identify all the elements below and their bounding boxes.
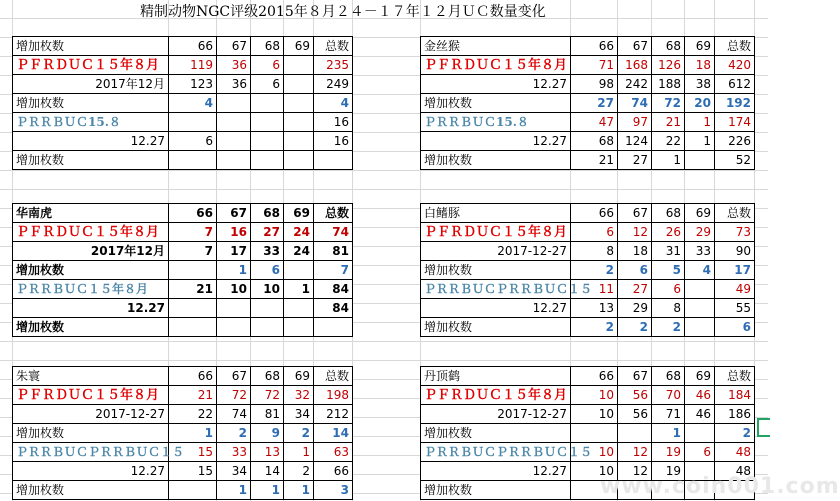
table-row — [13, 424, 353, 443]
value-cell[interactable]: 63 — [314, 443, 353, 462]
value-cell[interactable]: 12 — [618, 223, 652, 242]
value-cell[interactable]: 174 — [715, 113, 755, 132]
value-cell[interactable]: 33 — [217, 443, 251, 462]
value-cell[interactable]: 6 — [571, 223, 618, 242]
value-cell[interactable] — [251, 113, 284, 132]
value-cell[interactable]: 24 — [284, 223, 314, 242]
value-cell[interactable]: 2 — [284, 462, 314, 481]
value-cell[interactable] — [251, 94, 284, 113]
value-cell[interactable]: 72 — [217, 386, 251, 405]
table-row — [13, 261, 353, 280]
value-cell[interactable]: 97 — [618, 113, 652, 132]
row-label-cell[interactable]: ＰＦＲＤＵＣ１５年８月 — [421, 56, 571, 75]
value-cell[interactable]: 16 — [314, 132, 353, 151]
row-label-cell[interactable]: 12.27 — [13, 462, 169, 481]
table-row — [13, 223, 353, 242]
column-header-cell[interactable]: 66 — [169, 204, 217, 223]
value-cell[interactable] — [284, 75, 314, 94]
table-row — [421, 242, 755, 261]
value-cell[interactable]: 198 — [314, 386, 353, 405]
column-header-cell[interactable]: 69 — [284, 204, 314, 223]
row-label-cell[interactable]: 12.27 — [421, 299, 571, 318]
value-cell[interactable]: 124 — [618, 132, 652, 151]
value-cell[interactable]: 81 — [314, 242, 353, 261]
value-cell[interactable]: 2 — [571, 318, 618, 337]
value-cell[interactable] — [284, 113, 314, 132]
value-cell[interactable]: 188 — [652, 75, 685, 94]
grid-line — [0, 341, 768, 342]
row-label-cell[interactable]: 增加枚数 — [421, 261, 571, 280]
value-cell[interactable]: 81 — [251, 405, 284, 424]
table-row — [421, 299, 755, 318]
table-row — [421, 386, 755, 405]
value-cell[interactable] — [685, 151, 715, 170]
table-row — [13, 242, 353, 261]
value-cell[interactable]: 10 — [217, 280, 251, 299]
value-cell[interactable] — [251, 151, 284, 170]
table-row — [421, 75, 755, 94]
table-row — [13, 132, 353, 151]
value-cell[interactable]: 74 — [217, 405, 251, 424]
value-cell[interactable]: 2 — [652, 318, 685, 337]
table-title-cell[interactable]: 朱寰 — [13, 367, 169, 386]
table-row — [13, 56, 353, 75]
value-cell[interactable]: 126 — [652, 56, 685, 75]
value-cell[interactable] — [571, 424, 618, 443]
value-cell[interactable]: 66 — [314, 462, 353, 481]
value-cell[interactable]: 14 — [251, 462, 284, 481]
value-cell[interactable]: 4 — [169, 94, 217, 113]
value-cell[interactable]: 24 — [284, 242, 314, 261]
table-row — [13, 462, 353, 481]
row-label-cell[interactable]: 增加枚数 — [13, 481, 169, 500]
value-cell[interactable]: 7 — [314, 261, 353, 280]
row-label-cell[interactable]: 12.27 — [421, 75, 571, 94]
row-label-cell[interactable]: 2017年12月 — [13, 75, 169, 94]
value-cell[interactable]: 49 — [715, 280, 755, 299]
row-label-cell[interactable]: 2017-12-27 — [13, 405, 169, 424]
column-header-cell[interactable]: 69 — [685, 37, 715, 56]
value-cell[interactable]: 2 — [618, 318, 652, 337]
value-cell[interactable]: 48 — [715, 462, 755, 481]
value-cell[interactable]: 7 — [169, 242, 217, 261]
value-cell[interactable]: 33 — [685, 242, 715, 261]
table-header-row — [421, 37, 755, 56]
value-cell[interactable] — [217, 113, 251, 132]
row-label-cell[interactable]: 12.27 — [13, 299, 169, 318]
value-cell[interactable]: 26 — [652, 223, 685, 242]
table-row — [13, 481, 353, 500]
table-title-cell[interactable]: 丹顶鹤 — [421, 367, 571, 386]
value-cell[interactable]: 47 — [571, 113, 618, 132]
row-label-cell[interactable]: 增加枚数 — [421, 481, 571, 500]
value-cell[interactable]: 55 — [715, 299, 755, 318]
value-cell[interactable] — [217, 151, 251, 170]
column-header-cell[interactable]: 总数 — [314, 204, 353, 223]
value-cell[interactable]: 21 — [169, 280, 217, 299]
value-cell[interactable]: 90 — [715, 242, 755, 261]
value-cell[interactable]: 1 — [685, 113, 715, 132]
value-cell[interactable]: 18 — [685, 56, 715, 75]
value-cell[interactable]: 8 — [652, 299, 685, 318]
value-cell[interactable]: 1 — [217, 481, 251, 500]
value-cell[interactable]: 6 — [251, 75, 284, 94]
row-label-cell[interactable]: ＰＦＲＤＵＣ１５年８月 — [421, 223, 571, 242]
row-label-cell[interactable]: ＰＦＲＤＵＣ１５年８月 — [421, 386, 571, 405]
column-header-cell[interactable]: 67 — [618, 204, 652, 223]
value-cell[interactable]: 22 — [169, 405, 217, 424]
column-header-cell[interactable]: 67 — [618, 37, 652, 56]
value-cell[interactable]: 3 — [314, 481, 353, 500]
sheet-title: 精制动物NGC评级2015年８月２４－１７年１２月ＵＣ数量变化 — [140, 4, 546, 20]
value-cell[interactable]: 70 — [652, 386, 685, 405]
row-label-cell[interactable]: ＰＦＲＤＵＣ１５年８月 — [13, 386, 169, 405]
table-row — [13, 299, 353, 318]
value-cell[interactable] — [685, 299, 715, 318]
row-label-cell[interactable]: 增加枚数 — [13, 94, 169, 113]
value-cell[interactable]: 6 — [169, 132, 217, 151]
value-cell[interactable]: 72 — [652, 94, 685, 113]
value-cell[interactable]: 31 — [652, 242, 685, 261]
table-title-cell[interactable]: 白鳍豚 — [421, 204, 571, 223]
value-cell[interactable]: 73 — [715, 223, 755, 242]
value-cell[interactable]: 13 — [251, 443, 284, 462]
value-cell[interactable]: 9 — [251, 424, 284, 443]
row-label-cell[interactable]: 2017-12-27 — [421, 242, 571, 261]
value-cell[interactable]: 10 — [571, 386, 618, 405]
value-cell[interactable]: 21 — [571, 151, 618, 170]
row-label-cell[interactable]: ＰＲＲＢＵＣＰＲＲＢＵＣ１５ — [13, 443, 169, 462]
value-cell[interactable] — [169, 261, 217, 280]
value-cell[interactable]: 46 — [685, 386, 715, 405]
table-header-row — [13, 37, 353, 56]
value-cell[interactable]: 16 — [217, 223, 251, 242]
row-label-cell[interactable]: 增加枚数 — [13, 318, 169, 337]
row-label-cell[interactable]: ＰＲＲＢＵＣＰＲＲＢＵＣ１５ — [421, 280, 571, 299]
table-header-row — [13, 204, 353, 223]
value-cell[interactable]: 17 — [715, 261, 755, 280]
value-cell[interactable]: 34 — [217, 462, 251, 481]
value-cell[interactable]: 10 — [571, 462, 618, 481]
value-cell[interactable]: 226 — [715, 132, 755, 151]
value-cell[interactable]: 29 — [618, 299, 652, 318]
value-cell[interactable] — [284, 299, 314, 318]
value-cell[interactable]: 6 — [251, 261, 284, 280]
table-row — [421, 261, 755, 280]
column-header-cell[interactable]: 68 — [652, 204, 685, 223]
row-label-cell[interactable]: 2017-12-27 — [421, 405, 571, 424]
row-label-cell[interactable]: 增加枚数 — [421, 318, 571, 337]
row-label-cell[interactable]: 12.27 — [421, 462, 571, 481]
value-cell[interactable]: 32 — [284, 386, 314, 405]
value-cell[interactable]: 56 — [618, 386, 652, 405]
value-cell[interactable]: 212 — [314, 405, 353, 424]
table-south-china-tiger — [12, 203, 353, 337]
table-header-row — [421, 204, 755, 223]
value-cell[interactable]: 33 — [251, 242, 284, 261]
value-cell[interactable]: 52 — [715, 151, 755, 170]
value-cell[interactable] — [169, 299, 217, 318]
value-cell[interactable]: 420 — [715, 56, 755, 75]
value-cell[interactable] — [217, 299, 251, 318]
selected-cell-marker[interactable] — [757, 418, 770, 437]
value-cell[interactable]: 2 — [715, 424, 755, 443]
value-cell[interactable]: 20 — [685, 94, 715, 113]
table-title-cell[interactable]: 华南虎 — [13, 204, 169, 223]
table-row — [13, 75, 353, 94]
table-crested-ibis — [12, 366, 353, 500]
value-cell[interactable]: 4 — [314, 94, 353, 113]
column-header-cell[interactable]: 69 — [284, 37, 314, 56]
value-cell[interactable]: 46 — [685, 405, 715, 424]
column-header-cell[interactable]: 67 — [618, 367, 652, 386]
value-cell[interactable]: 2 — [284, 424, 314, 443]
value-cell[interactable]: 68 — [571, 132, 618, 151]
row-label-cell[interactable]: 增加枚数 — [421, 94, 571, 113]
value-cell[interactable]: 22 — [652, 132, 685, 151]
value-cell[interactable]: 6 — [715, 318, 755, 337]
column-header-cell[interactable]: 总数 — [715, 367, 755, 386]
value-cell[interactable]: 1 — [652, 424, 685, 443]
column-header-cell[interactable]: 69 — [685, 367, 715, 386]
column-header-cell[interactable]: 69 — [685, 204, 715, 223]
table-row — [13, 405, 353, 424]
value-cell[interactable]: 1 — [217, 261, 251, 280]
value-cell[interactable] — [217, 94, 251, 113]
value-cell[interactable]: 29 — [685, 223, 715, 242]
value-cell[interactable]: 12 — [618, 443, 652, 462]
value-cell[interactable] — [685, 318, 715, 337]
value-cell[interactable] — [314, 151, 353, 170]
value-cell[interactable]: 12 — [618, 462, 652, 481]
value-cell[interactable] — [685, 280, 715, 299]
table-row — [421, 223, 755, 242]
table-row — [421, 132, 755, 151]
value-cell[interactable]: 1 — [652, 151, 685, 170]
value-cell[interactable]: 1 — [284, 280, 314, 299]
row-label-cell[interactable]: 12.27 — [13, 132, 169, 151]
value-cell[interactable]: 14 — [314, 424, 353, 443]
value-cell[interactable]: 6 — [618, 261, 652, 280]
value-cell[interactable]: 6 — [251, 56, 284, 75]
table-row — [13, 113, 353, 132]
grid-line — [0, 189, 768, 190]
column-header-cell[interactable]: 67 — [217, 204, 251, 223]
value-cell[interactable]: 1 — [169, 424, 217, 443]
value-cell[interactable]: 56 — [618, 405, 652, 424]
table-row — [13, 443, 353, 462]
value-cell[interactable]: 249 — [314, 75, 353, 94]
column-header-cell[interactable]: 总数 — [314, 37, 353, 56]
value-cell[interactable] — [314, 318, 353, 337]
table-row — [13, 151, 353, 170]
row-label-cell[interactable]: ＰＲＲＢＵＣ15.８ — [13, 113, 169, 132]
value-cell[interactable]: 71 — [571, 56, 618, 75]
column-header-cell[interactable]: 68 — [652, 367, 685, 386]
value-cell[interactable]: 10 — [571, 405, 618, 424]
value-cell[interactable] — [217, 132, 251, 151]
table-baiji-dolphin — [420, 203, 755, 337]
value-cell[interactable] — [284, 318, 314, 337]
row-label-cell[interactable]: ＰＲＲＢＵＣＰＲＲＢＵＣ１５ — [421, 443, 571, 462]
table-row — [421, 405, 755, 424]
value-cell[interactable]: 71 — [652, 405, 685, 424]
table-row — [421, 280, 755, 299]
value-cell[interactable]: 612 — [715, 75, 755, 94]
value-cell[interactable] — [284, 132, 314, 151]
table-row — [421, 56, 755, 75]
table-row — [421, 94, 755, 113]
value-cell[interactable]: 168 — [618, 56, 652, 75]
table-row — [421, 443, 755, 462]
table-generic — [12, 36, 353, 170]
value-cell[interactable]: 84 — [314, 280, 353, 299]
value-cell[interactable]: 186 — [715, 405, 755, 424]
watermark-text: www.coin001.com — [600, 474, 840, 499]
value-cell[interactable]: 19 — [652, 443, 685, 462]
value-cell[interactable]: 84 — [314, 299, 353, 318]
value-cell[interactable]: 48 — [715, 443, 755, 462]
value-cell[interactable]: 8 — [571, 242, 618, 261]
value-cell[interactable] — [169, 318, 217, 337]
value-cell[interactable]: 21 — [652, 113, 685, 132]
row-label-cell[interactable]: 增加枚数 — [13, 151, 169, 170]
grid-line — [0, 360, 768, 361]
column-header-cell[interactable]: 68 — [652, 37, 685, 56]
value-cell[interactable]: 1 — [251, 481, 284, 500]
row-label-cell[interactable]: ＰＦＲＤＵＣ１５年８月 — [13, 223, 169, 242]
column-header-cell[interactable]: 总数 — [715, 37, 755, 56]
column-header-cell[interactable]: 68 — [251, 204, 284, 223]
value-cell[interactable] — [618, 424, 652, 443]
value-cell[interactable]: 242 — [618, 75, 652, 94]
column-header-cell[interactable]: 68 — [251, 367, 284, 386]
value-cell[interactable] — [217, 318, 251, 337]
grid-line — [0, 170, 768, 171]
value-cell[interactable] — [284, 151, 314, 170]
table-row — [13, 386, 353, 405]
value-cell[interactable]: 27 — [571, 94, 618, 113]
column-header-cell[interactable]: 66 — [169, 37, 217, 56]
value-cell[interactable] — [169, 481, 217, 500]
value-cell[interactable]: 6 — [685, 443, 715, 462]
value-cell[interactable] — [284, 94, 314, 113]
value-cell[interactable]: 72 — [251, 386, 284, 405]
column-header-cell[interactable]: 67 — [217, 367, 251, 386]
column-header-cell[interactable]: 66 — [169, 367, 217, 386]
value-cell[interactable]: 2 — [217, 424, 251, 443]
row-label-cell[interactable]: 增加枚数 — [13, 261, 169, 280]
table-header-row — [13, 367, 353, 386]
row-label-cell[interactable]: 增加枚数 — [421, 424, 571, 443]
row-label-cell[interactable]: 增加枚数 — [421, 151, 571, 170]
column-header-cell[interactable]: 66 — [571, 204, 618, 223]
column-header-cell[interactable]: 总数 — [715, 204, 755, 223]
value-cell[interactable] — [284, 261, 314, 280]
column-header-cell[interactable]: 68 — [251, 37, 284, 56]
value-cell[interactable]: 184 — [715, 386, 755, 405]
value-cell[interactable]: 21 — [169, 386, 217, 405]
table-header-row — [421, 367, 755, 386]
value-cell[interactable]: 123 — [169, 75, 217, 94]
value-cell[interactable] — [284, 56, 314, 75]
row-label-cell[interactable]: 12.27 — [421, 132, 571, 151]
value-cell[interactable]: 36 — [217, 56, 251, 75]
table-row — [13, 94, 353, 113]
row-label-cell[interactable]: 2017年12月 — [13, 242, 169, 261]
value-cell[interactable]: 11 — [571, 280, 618, 299]
value-cell[interactable]: 16 — [314, 113, 353, 132]
table-row — [421, 151, 755, 170]
value-cell[interactable]: 74 — [618, 94, 652, 113]
value-cell[interactable]: 10 — [251, 280, 284, 299]
value-cell[interactable]: 13 — [571, 299, 618, 318]
value-cell[interactable]: 235 — [314, 56, 353, 75]
value-cell[interactable]: 27 — [618, 280, 652, 299]
value-cell[interactable]: 2 — [571, 261, 618, 280]
row-label-cell[interactable]: ＰＲＲＢＵＣ１５年８月 — [13, 280, 169, 299]
value-cell[interactable]: 27 — [618, 151, 652, 170]
value-cell[interactable] — [685, 424, 715, 443]
table-title-cell[interactable]: 增加枚数 — [13, 37, 169, 56]
value-cell[interactable]: 192 — [715, 94, 755, 113]
column-header-cell[interactable]: 66 — [571, 37, 618, 56]
value-cell[interactable]: 10 — [571, 443, 618, 462]
value-cell[interactable] — [251, 318, 284, 337]
column-header-cell[interactable]: 69 — [284, 367, 314, 386]
value-cell[interactable]: 74 — [314, 223, 353, 242]
table-row — [421, 318, 755, 337]
value-cell[interactable]: 5 — [652, 261, 685, 280]
value-cell[interactable] — [169, 151, 217, 170]
value-cell[interactable]: 36 — [217, 75, 251, 94]
column-header-cell[interactable]: 67 — [217, 37, 251, 56]
value-cell[interactable]: 15 — [169, 443, 217, 462]
value-cell[interactable]: 7 — [169, 223, 217, 242]
table-row — [13, 318, 353, 337]
value-cell[interactable]: 19 — [652, 462, 685, 481]
column-header-cell[interactable]: 66 — [571, 367, 618, 386]
value-cell[interactable]: 18 — [618, 242, 652, 261]
value-cell[interactable] — [251, 299, 284, 318]
value-cell[interactable]: 1 — [685, 132, 715, 151]
row-label-cell[interactable]: ＰＲＲＢＵＣ15.８ — [421, 113, 571, 132]
table-row — [421, 424, 755, 443]
value-cell[interactable]: 15 — [169, 462, 217, 481]
table-row — [13, 280, 353, 299]
table-title-cell[interactable]: 金丝猴 — [421, 37, 571, 56]
value-cell[interactable]: 4 — [685, 261, 715, 280]
value-cell[interactable]: 119 — [169, 56, 217, 75]
table-row — [421, 113, 755, 132]
value-cell[interactable] — [169, 113, 217, 132]
value-cell[interactable]: 6 — [652, 280, 685, 299]
row-label-cell[interactable]: ＰＦＲＤＵＣ１５年８月 — [13, 56, 169, 75]
value-cell[interactable]: 1 — [284, 443, 314, 462]
value-cell[interactable] — [251, 132, 284, 151]
column-header-cell[interactable]: 总数 — [314, 367, 353, 386]
value-cell[interactable]: 1 — [284, 481, 314, 500]
value-cell[interactable]: 38 — [685, 75, 715, 94]
value-cell[interactable]: 27 — [251, 223, 284, 242]
value-cell[interactable]: 34 — [284, 405, 314, 424]
value-cell[interactable]: 98 — [571, 75, 618, 94]
value-cell[interactable]: 17 — [217, 242, 251, 261]
table-golden-monkey — [420, 36, 755, 170]
row-label-cell[interactable]: 增加枚数 — [13, 424, 169, 443]
